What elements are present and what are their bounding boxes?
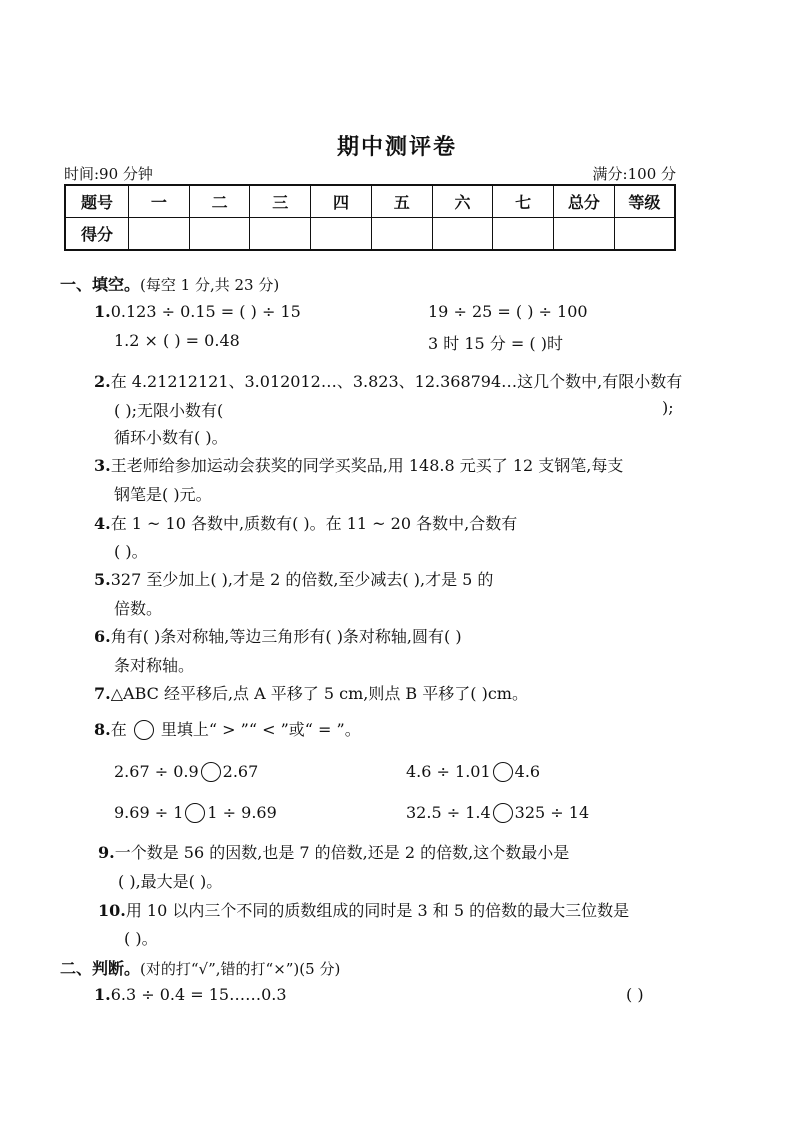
question-number: 9. [98,843,115,862]
question-number: 1. [94,985,111,1004]
header-cell: 五 [371,185,432,218]
question-2-line-3: 循环小数有( )。 [114,428,228,447]
question-text: 王老师给参加运动会获奖的同学买奖品,用 148.8 元买了 12 支钢笔,每支 [110,456,624,475]
question-2-line-2-end: ); [662,398,674,417]
question-2-line-1 [94,369,682,392]
question-text: △ABC 经平移后,点 A 平移了 5 cm,则点 B 平移了( )cm。 [110,684,528,703]
question-6-line-2: 条对称轴。 [114,656,195,675]
score-cell[interactable] [614,218,675,251]
question-10-line-2: ( )。 [124,929,158,948]
score-cell[interactable] [250,218,311,251]
question-4-line-1 [94,511,517,534]
score-cell[interactable] [371,218,432,251]
answer-circle[interactable] [201,762,221,782]
section-1-note: (每空 1 分,共 23 分) [140,276,280,294]
question-number: 6. [94,627,111,646]
question-9-line-1 [98,840,569,863]
exam-time: 时间:90 分钟 [64,165,153,183]
score-table-score-row [65,218,675,251]
question-number: 2. [94,372,111,391]
question-number: 3. [94,456,111,475]
score-table [64,184,676,251]
question-8b [406,762,540,782]
question-text: 角有( )条对称轴,等边三角形有( )条对称轴,圆有( ) [110,627,462,646]
question-8c [114,803,277,823]
full-score: 满分:100 分 [592,165,676,183]
section-1-heading [60,272,279,295]
question-text: 6.3 ÷ 0.4 = 15……0.3 [110,985,287,1004]
answer-circle[interactable] [185,803,205,823]
header-cell: 等级 [614,185,675,218]
judge-question-1 [94,985,287,1004]
score-cell[interactable] [311,218,372,251]
question-9-line-2: ( ),最大是( )。 [118,872,223,891]
expression-left: 9.69 ÷ 1 [114,803,184,822]
question-5-line-2: 倍数。 [114,599,163,618]
compare-circle-icon [134,720,154,740]
question-1d: 3 时 15 分 = ( )时 [428,334,563,353]
question-text: 在 4.21212121、3.012012…、3.823、12.368794…这几个数中,有限小数有 [110,372,683,391]
header-cell: 七 [493,185,554,218]
question-6-line-1 [94,624,462,647]
judge-answer-blank[interactable]: ( ) [626,985,644,1004]
question-2-line-2: ( );无限小数有( [114,401,224,420]
score-cell[interactable] [189,218,250,251]
question-text: 里填上“ > ”“ < ”或“ = ”。 [160,720,361,739]
header-cell: 四 [311,185,372,218]
question-8-intro [94,717,361,740]
expression-left: 2.67 ÷ 0.9 [114,762,199,781]
question-number: 8. [94,720,111,739]
question-text: 用 10 以内三个不同的质数组成的同时是 3 和 5 的倍数的最大三位数是 [125,901,630,920]
question-3-line-2: 钢笔是( )元。 [114,485,212,504]
score-table-header-row [65,185,675,218]
question-1b: 19 ÷ 25 = ( ) ÷ 100 [428,302,588,321]
header-cell: 总分 [554,185,615,218]
header-cell: 题号 [65,185,129,218]
page-title: 期中测评卷 [336,135,457,160]
score-row-label: 得分 [65,218,129,251]
expression-right: 4.6 [514,762,541,781]
question-text: 在 1 ~ 10 各数中,质数有( )。在 11 ~ 20 各数中,合数有 [110,514,518,533]
section-1-title: 一、填空。 [60,275,141,294]
header-cell: 一 [129,185,190,218]
question-number: 5. [94,570,111,589]
question-number: 1. [94,302,111,321]
expression-right: 1 ÷ 9.69 [207,803,277,822]
question-number: 10. [98,901,126,920]
question-4-line-2: ( )。 [114,542,148,561]
header-cell: 六 [432,185,493,218]
question-1a [94,302,301,321]
question-3-line-1 [94,453,623,476]
question-5-line-1 [94,567,493,590]
score-cell[interactable] [493,218,554,251]
question-text: 在 [110,720,127,739]
score-cell[interactable] [554,218,615,251]
question-number: 7. [94,684,111,703]
answer-circle[interactable] [493,803,513,823]
question-text: 327 至少加上( ),才是 2 的倍数,至少减去( ),才是 5 的 [110,570,494,589]
section-2-heading [60,956,340,979]
answer-circle[interactable] [493,762,513,782]
question-8a [114,762,258,782]
question-text: 一个数是 56 的因数,也是 7 的倍数,还是 2 的倍数,这个数最小是 [114,843,570,862]
question-1c: 1.2 × ( ) = 0.48 [114,331,240,350]
expression-right: 2.67 [222,762,259,781]
expression-left: 32.5 ÷ 1.4 [406,803,491,822]
question-8d [406,803,589,823]
expression-left: 4.6 ÷ 1.01 [406,762,491,781]
header-cell: 二 [189,185,250,218]
question-text: 0.123 ÷ 0.15 = ( ) ÷ 15 [110,302,301,321]
section-2-note: (对的打“√”,错的打“×”)(5 分) [140,960,341,978]
header-cell: 三 [250,185,311,218]
section-2-title: 二、判断。 [60,959,141,978]
question-7 [94,681,528,704]
expression-right: 325 ÷ 14 [514,803,590,822]
score-cell[interactable] [129,218,190,251]
score-cell[interactable] [432,218,493,251]
question-10-line-1 [98,898,629,921]
question-number: 4. [94,514,111,533]
